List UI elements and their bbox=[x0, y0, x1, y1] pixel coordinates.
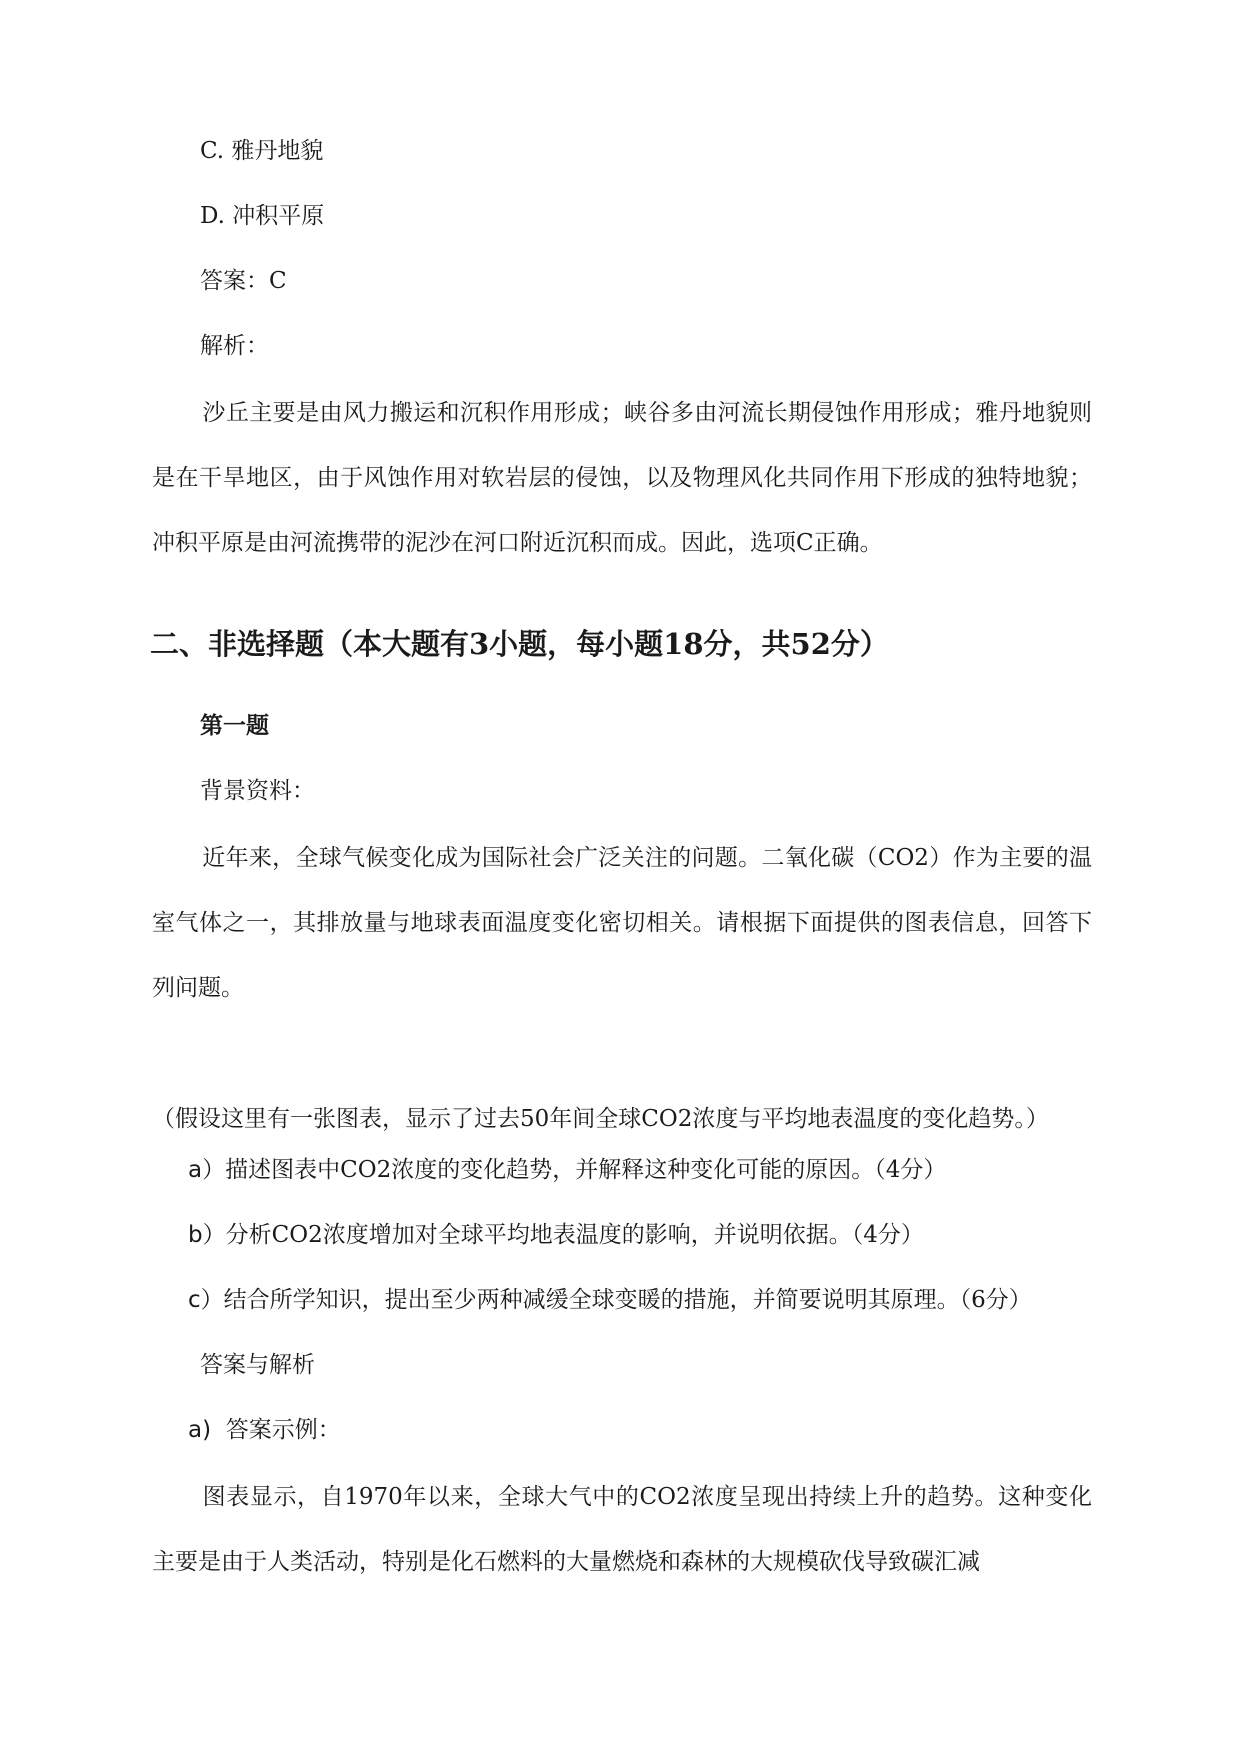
option-c: C. 雅丹地貌 bbox=[200, 138, 324, 164]
item-marker: a） bbox=[188, 1157, 226, 1183]
item-marker: b） bbox=[188, 1222, 226, 1248]
answer-heading: 答案与解析 bbox=[200, 1352, 315, 1378]
item-text: 分析CO2浓度增加对全球平均地表温度的影响，并说明依据。（4分） bbox=[225, 1222, 924, 1248]
answer-a-label: 答案示例： bbox=[225, 1417, 341, 1443]
analysis-text: 沙丘主要是由风力搬运和沉积作用形成；峡谷多由河流长期侵蚀作用形成；雅丹地貌则是在干旱地区，由于风蚀作用对软岩层的侵蚀，以及物理风化共同作用下形成的独特地貌；冲积平原是由河流携带的泥沙在河口附近沉积而成。因此，选项C正确。 bbox=[152, 400, 1092, 556]
answer-a-paragraph bbox=[152, 1465, 1092, 1595]
analysis-paragraph bbox=[152, 381, 1092, 576]
section-heading: 二、非选择题（本大题有3小题，每小题18分，共52分） bbox=[150, 627, 889, 661]
question-item-a bbox=[188, 1155, 946, 1185]
answer-line: 答案：C bbox=[200, 268, 287, 294]
question-item-b bbox=[188, 1220, 924, 1250]
background-paragraph bbox=[152, 826, 1092, 1021]
item-marker: c） bbox=[188, 1287, 224, 1313]
answer-a-line bbox=[188, 1415, 341, 1445]
item-text: 结合所学知识，提出至少两种减缓全球变暖的措施，并简要说明其原理。（6分） bbox=[223, 1287, 1032, 1313]
option-d: D. 冲积平原 bbox=[200, 203, 325, 229]
background-label: 背景资料： bbox=[200, 778, 315, 804]
question-item-c bbox=[188, 1285, 1032, 1315]
answer-a-text: 图表显示，自1970年以来，全球大气中的CO2浓度呈现出持续上升的趋势。这种变化主要是由于人类活动，特别是化石燃料的大量燃烧和森林的大规模砍伐导致碳汇减 bbox=[152, 1484, 1092, 1575]
item-text: 描述图表中CO2浓度的变化趋势，并解释这种变化可能的原因。（4分） bbox=[225, 1157, 947, 1183]
analysis-label: 解析： bbox=[200, 333, 269, 359]
chart-note-paragraph bbox=[152, 1022, 1092, 1152]
chart-note-text: （假设这里有一张图表，显示了过去50年间全球CO2浓度与平均地表温度的变化趋势。） bbox=[152, 1106, 1049, 1132]
question-title: 第一题 bbox=[200, 712, 269, 739]
background-text: 近年来，全球气候变化成为国际社会广泛关注的问题。二氧化碳（CO2）作为主要的温室气体之一，其排放量与地球表面温度变化密切相关。请根据下面提供的图表信息，回答下列问题。 bbox=[152, 845, 1092, 1001]
answer-a-marker: a) bbox=[188, 1417, 212, 1443]
